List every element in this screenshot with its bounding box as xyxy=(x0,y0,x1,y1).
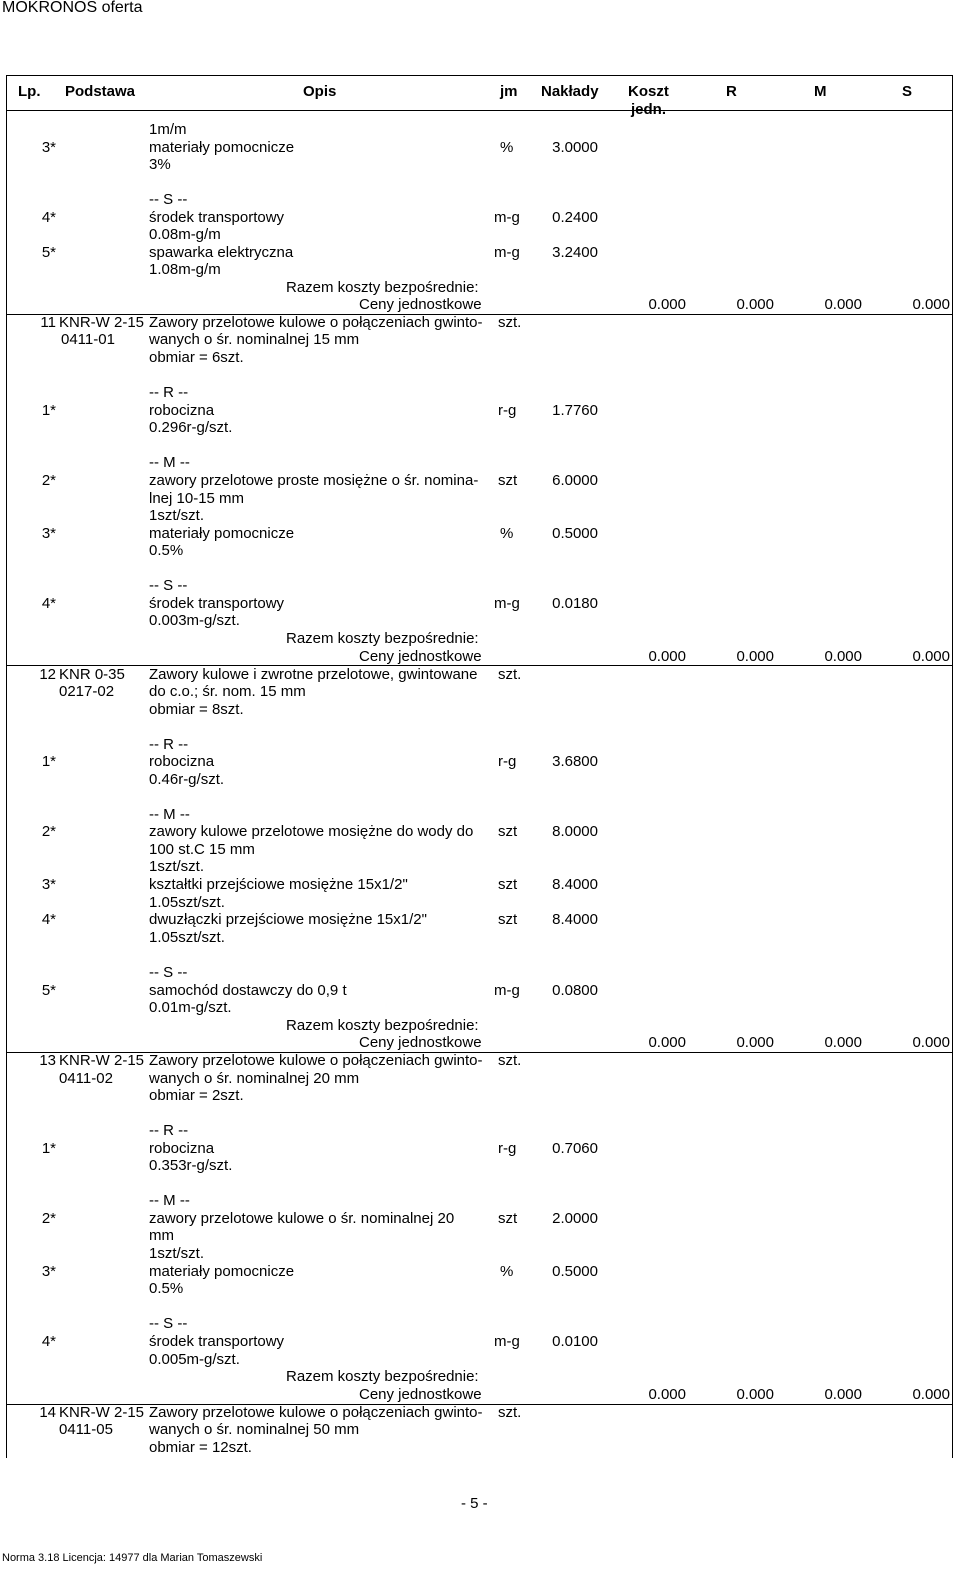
razem-label: Razem koszty bezpośrednie: xyxy=(286,630,479,647)
header-jm: jm xyxy=(500,83,518,100)
position-podstawa: KNR-W 2-15 xyxy=(59,1052,145,1069)
resource-pre: 1m/m xyxy=(149,121,187,138)
resource-desc: środek transportowy xyxy=(149,1333,285,1350)
resource-desc: środek transportowy xyxy=(149,595,285,612)
section-m: -- M -- xyxy=(149,1192,190,1209)
position-lp: 14 xyxy=(39,1404,56,1421)
position-opis-cont: do c.o.; śr. nom. 15 mm xyxy=(149,683,306,700)
header-r: R xyxy=(726,83,737,100)
resource-jm: m-g xyxy=(494,1333,520,1350)
resource-desc: zawory przelotowe proste mosiężne o śr. nomina- xyxy=(149,472,479,489)
resource-desc: materiały pomocnicze xyxy=(149,139,295,156)
resource-jm: m-g xyxy=(494,209,520,226)
header-koszt-jedn: jedn. xyxy=(631,101,667,118)
price-s: 0.000 xyxy=(824,648,862,665)
resource-lp: 1* xyxy=(41,402,56,419)
resource-desc: zawory przelotowe kulowe o śr. nominalnej 20 xyxy=(149,1210,455,1227)
resource-norm: 1szt/szt. xyxy=(149,1245,205,1262)
resource-lp: 5* xyxy=(41,244,56,261)
razem-label: Razem koszty bezpośrednie: xyxy=(286,1368,479,1385)
resource-desc: robocizna xyxy=(149,1140,215,1157)
position-obmiar: obmiar = 6szt. xyxy=(149,349,244,366)
resource-lp: 1* xyxy=(41,753,56,770)
resource-desc: samochód dostawczy do 0,9 t xyxy=(149,982,347,999)
position-opis-cont: wanych o śr. nominalnej 50 mm xyxy=(149,1421,360,1438)
resource-jm: szt xyxy=(498,876,518,893)
resource-naklad: 0.2400 xyxy=(552,209,598,226)
razem-label: Razem koszty bezpośrednie: xyxy=(286,1017,479,1034)
resource-jm: szt xyxy=(498,472,518,489)
resource-desc: materiały pomocnicze xyxy=(149,525,295,542)
section-r: -- R -- xyxy=(149,736,189,753)
position-jm: szt. xyxy=(498,1404,522,1421)
resource-desc-cont: mm xyxy=(149,1227,174,1244)
position-opis: Zawory przelotowe kulowe o połączeniach gwinto- xyxy=(149,1404,483,1421)
section-s: -- S -- xyxy=(149,577,188,594)
resource-jm: r-g xyxy=(498,753,517,770)
position-jm: szt. xyxy=(498,1052,522,1069)
price-total: 0.000 xyxy=(912,1034,950,1051)
position-jm: szt. xyxy=(498,666,522,683)
position-obmiar: obmiar = 12szt. xyxy=(149,1439,252,1456)
resource-naklad: 0.0100 xyxy=(552,1333,598,1350)
resource-jm: szt xyxy=(498,911,518,928)
resource-desc: dwuzłączki przejściowe mosiężne 15x1/2" xyxy=(149,911,427,928)
resource-norm: 0.5% xyxy=(149,1280,184,1297)
resource-naklad: 0.5000 xyxy=(552,1263,598,1280)
resource-norm: 1.05szt/szt. xyxy=(149,929,225,946)
resource-jm: m-g xyxy=(494,595,520,612)
header-bottom-border xyxy=(6,110,953,111)
price-m: 0.000 xyxy=(736,1034,774,1051)
resource-norm: 0.296r-g/szt. xyxy=(149,419,233,436)
price-total: 0.000 xyxy=(912,1386,950,1403)
price-s: 0.000 xyxy=(824,296,862,313)
section-s: -- S -- xyxy=(149,191,188,208)
position-jm: szt. xyxy=(498,314,522,331)
resource-norm: 1.05szt/szt. xyxy=(149,894,225,911)
resource-lp: 2* xyxy=(41,472,56,489)
resource-norm: 1szt/szt. xyxy=(149,507,205,524)
position-lp: 13 xyxy=(39,1052,56,1069)
position-podstawa: KNR-W 2-15 xyxy=(59,314,145,331)
section-s: -- S -- xyxy=(149,964,188,981)
page-number: - 5 - xyxy=(461,1495,488,1512)
position-lp: 11 xyxy=(40,314,56,331)
position-podstawa: KNR 0-35 xyxy=(59,666,125,683)
resource-lp: 4* xyxy=(41,1333,56,1350)
position-podstawa-code: 0411-05 xyxy=(59,1421,113,1438)
header-lp: Lp. xyxy=(18,83,41,100)
header-podstawa: Podstawa xyxy=(65,83,136,100)
license-footer: Norma 3.18 Licencja: 14977 dla Marian Tomaszewski xyxy=(2,1552,263,1564)
resource-lp: 4* xyxy=(41,911,56,928)
resource-jm: % xyxy=(500,139,514,156)
resource-desc-cont: lnej 10-15 mm xyxy=(149,490,245,507)
resource-naklad: 3.0000 xyxy=(552,139,598,156)
resource-norm: 0.08m-g/m xyxy=(149,226,221,243)
resource-jm: szt xyxy=(498,823,518,840)
resource-norm: 3% xyxy=(149,156,171,173)
price-s: 0.000 xyxy=(824,1034,862,1051)
document-title: MOKRONOS oferta xyxy=(2,0,143,16)
resource-desc: materiały pomocnicze xyxy=(149,1263,295,1280)
resource-naklad: 0.5000 xyxy=(552,525,598,542)
resource-jm: m-g xyxy=(494,244,520,261)
resource-naklad: 6.0000 xyxy=(552,472,598,489)
resource-naklad: 8.0000 xyxy=(552,823,598,840)
resource-naklad: 3.6800 xyxy=(552,753,598,770)
resource-naklad: 0.0180 xyxy=(552,595,598,612)
ceny-label: Ceny jednostkowe xyxy=(359,296,482,313)
resource-norm: 0.46r-g/szt. xyxy=(149,771,225,788)
resource-norm: 0.003m-g/szt. xyxy=(149,612,240,629)
resource-lp: 2* xyxy=(41,1210,56,1227)
position-lp: 12 xyxy=(39,666,56,683)
position-podstawa-code: 0411-02 xyxy=(59,1070,113,1087)
position-obmiar: obmiar = 2szt. xyxy=(149,1087,244,1104)
resource-naklad: 0.7060 xyxy=(552,1140,598,1157)
position-opis-cont: wanych o śr. nominalnej 15 mm xyxy=(149,331,360,348)
resource-lp: 5* xyxy=(41,982,56,999)
position-opis-cont: wanych o śr. nominalnej 20 mm xyxy=(149,1070,360,1087)
resource-norm: 0.005m-g/szt. xyxy=(149,1351,240,1368)
razem-label: Razem koszty bezpośrednie: xyxy=(286,279,479,296)
resource-desc: robocizna xyxy=(149,402,215,419)
resource-jm: szt xyxy=(498,1210,518,1227)
resource-norm: 0.5% xyxy=(149,542,184,559)
price-s: 0.000 xyxy=(824,1386,862,1403)
resource-jm: r-g xyxy=(498,1140,517,1157)
resource-lp: 3* xyxy=(41,1263,56,1280)
resource-lp: 1* xyxy=(41,1140,56,1157)
resource-naklad: 0.0800 xyxy=(552,982,598,999)
resource-jm: % xyxy=(500,525,514,542)
resource-lp: 2* xyxy=(41,823,56,840)
section-m: -- M -- xyxy=(149,454,190,471)
position-obmiar: obmiar = 8szt. xyxy=(149,701,244,718)
position-opis: Zawory przelotowe kulowe o połączeniach gwinto- xyxy=(149,314,483,331)
ceny-label: Ceny jednostkowe xyxy=(359,1386,482,1403)
price-r: 0.000 xyxy=(648,1386,686,1403)
section-r: -- R -- xyxy=(149,384,189,401)
resource-jm: r-g xyxy=(498,402,517,419)
header-koszt: Koszt xyxy=(628,83,669,100)
price-r: 0.000 xyxy=(648,1034,686,1051)
resource-norm: 1.08m-g/m xyxy=(149,261,221,278)
position-podstawa-code: 0411-01 xyxy=(61,331,115,348)
table-right-border xyxy=(952,75,953,1458)
position-podstawa-code: 0217-02 xyxy=(59,683,115,700)
section-m: -- M -- xyxy=(149,806,190,823)
resource-naklad: 8.4000 xyxy=(552,876,598,893)
resource-lp: 3* xyxy=(41,139,56,156)
resource-naklad: 2.0000 xyxy=(552,1210,598,1227)
resource-desc: spawarka elektryczna xyxy=(149,244,294,261)
section-r: -- R -- xyxy=(149,1122,189,1139)
position-podstawa: KNR-W 2-15 xyxy=(59,1404,145,1421)
resource-desc: kształtki przejściowe mosiężne 15x1/2" xyxy=(149,876,408,893)
position-opis: Zawory przelotowe kulowe o połączeniach gwinto- xyxy=(149,1052,483,1069)
resource-jm: m-g xyxy=(494,982,520,999)
resource-naklad: 8.4000 xyxy=(552,911,598,928)
header-opis: Opis xyxy=(303,83,337,100)
price-m: 0.000 xyxy=(736,1386,774,1403)
resource-norm: 1szt/szt. xyxy=(149,858,205,875)
resource-lp: 3* xyxy=(41,876,56,893)
resource-norm: 0.353r-g/szt. xyxy=(149,1157,233,1174)
price-m: 0.000 xyxy=(736,296,774,313)
ceny-label: Ceny jednostkowe xyxy=(359,1034,482,1051)
price-r: 0.000 xyxy=(648,296,686,313)
price-total: 0.000 xyxy=(912,648,950,665)
resource-lp: 3* xyxy=(41,525,56,542)
ceny-label: Ceny jednostkowe xyxy=(359,648,482,665)
position-opis: Zawory kulowe i zwrotne przelotowe, gwintowane xyxy=(149,666,478,683)
resource-desc: zawory kulowe przelotowe mosiężne do wody do xyxy=(149,823,474,840)
resource-jm: % xyxy=(500,1263,514,1280)
resource-naklad: 1.7760 xyxy=(552,402,598,419)
price-total: 0.000 xyxy=(912,296,950,313)
header-naklady: Nakłady xyxy=(541,83,599,100)
resource-lp: 4* xyxy=(41,595,56,612)
table-top-border xyxy=(6,75,953,76)
resource-desc: środek transportowy xyxy=(149,209,285,226)
resource-lp: 4* xyxy=(41,209,56,226)
resource-norm: 0.01m-g/szt. xyxy=(149,999,232,1016)
resource-desc-cont: 100 st.C 15 mm xyxy=(149,841,255,858)
resource-desc: robocizna xyxy=(149,753,215,770)
section-s: -- S -- xyxy=(149,1315,188,1332)
resource-naklad: 3.2400 xyxy=(552,244,598,261)
header-m: M xyxy=(814,83,827,100)
header-s: S xyxy=(902,83,913,100)
price-m: 0.000 xyxy=(736,648,774,665)
table-left-border xyxy=(6,75,7,1458)
price-r: 0.000 xyxy=(648,648,686,665)
